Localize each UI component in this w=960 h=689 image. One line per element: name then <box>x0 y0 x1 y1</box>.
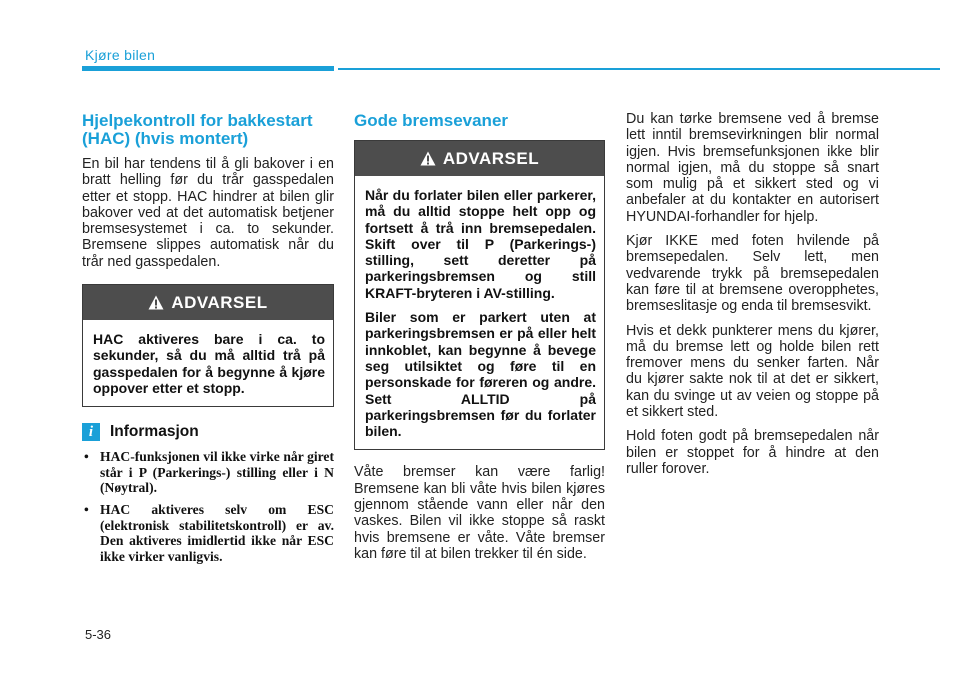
warning-label: ADVARSEL <box>171 292 268 312</box>
hac-warning-box <box>82 284 334 407</box>
hac-heading: Hjelpekontroll for bakkestart (HAC) (hvis montert) <box>82 111 313 148</box>
body-paragraph: Hold foten godt på bremsepedalen når bilen er stoppet for å hindre at den ruller forover. <box>626 428 879 477</box>
info-item: • HAC aktiveres selv om ESC (elektronisk stabilitetskontroll) er av. Den aktiveres imidlertid ikke når ESC ikke virker vanligvis. <box>82 502 334 564</box>
column-hac <box>82 112 334 570</box>
info-heading <box>82 423 334 441</box>
warning-body <box>355 176 604 449</box>
warning-text: HAC aktiveres bare i ca. to sekunder, så du må alltid trå på gasspedalen for å begynne å kjøre oppover etter et stopp. <box>93 331 325 396</box>
info-icon: i <box>82 423 100 441</box>
brakes-heading: Gode bremsevaner <box>354 111 509 130</box>
info-item: • HAC-funksjonen vil ikke virke når giret står i P (Parkerings-) stilling eller i N (Nøytral). <box>82 449 334 496</box>
brakes-warning-box <box>354 140 605 450</box>
body-paragraph: Hvis et dekk punkterer mens du kjører, må du bremse lett og holde bilen rett fremover mens du senker farten. Når du kjører sakte nok til at det er sikkert, kan du svinge ut av veien og stoppe på et sikkert sted. <box>626 322 879 421</box>
page-number: 5-36 <box>85 627 112 642</box>
warning-triangle-icon <box>420 151 436 166</box>
wet-brakes-text: Våte bremser kan være farlig! Bremsene kan bli våte hvis bilen kjøres gjennom stående vann eller når den vaskes. Bilen vil ikke stoppe så raskt hvis bremsene er våte. Våte bremser kan føre til at bilen trekker til én side. <box>354 464 605 562</box>
column-continued <box>626 111 879 485</box>
section-title: Kjøre bilen <box>85 47 156 63</box>
hac-body: En bil har tendens til å gli bakover i en bratt helling før du trår gasspedalen etter et stopp. HAC hindrer at bilen glir bakover ved at det automatisk betjener bremsesystemet i ca. to sekunder. Bremsene slippes automatisk når du trår ned gasspedalen. <box>82 156 334 270</box>
body-paragraph: Du kan tørke bremsene ved å bremse lett inntil bremsevirkningen blir normal igjen. Hvis bremsefunksjonen ikke blir normal igjen, må du stoppe så snart som mulig på et sikkert sted og vi anbefaler at du kontakter en autorisert HYUNDAI-forhandler for hjelp. <box>626 111 879 225</box>
column-brakes <box>354 112 605 570</box>
warning-label: ADVARSEL <box>442 148 540 168</box>
body-paragraph: Kjør IKKE med foten hvilende på bremsepedalen. Selv lett, men vedvarende trykk på bremsepedalen kan føre til at bremsene overopphetes, bremseslitasje og enda til bremsesvikt. <box>626 233 879 315</box>
info-title: Informasjon <box>110 423 199 441</box>
warning-paragraph: Når du forlater bilen eller parkerer, må du alltid stoppe helt opp og fortsett å trå inn bremsepedalen. Skift over til P (Parkerings-) stilling, sett deretter på parkeringsbremsen og still KRAFT-bryteren i AV-stilling. <box>365 187 596 301</box>
warning-triangle-icon <box>148 295 164 310</box>
warning-header <box>355 141 604 176</box>
header-rule-accent <box>82 66 334 71</box>
header-rule <box>338 68 940 70</box>
warning-paragraph: Biler som er parkert uten at parkeringsbremsen er på eller helt innkoblet, kan begynne å bevege seg utilsiktet og føre til en personskade for føreren og andre. Sett ALLTID på parkeringsbremsen før du forlater bilen. <box>365 309 596 440</box>
warning-body <box>83 320 333 406</box>
warning-header <box>83 285 333 320</box>
info-list <box>82 449 334 564</box>
